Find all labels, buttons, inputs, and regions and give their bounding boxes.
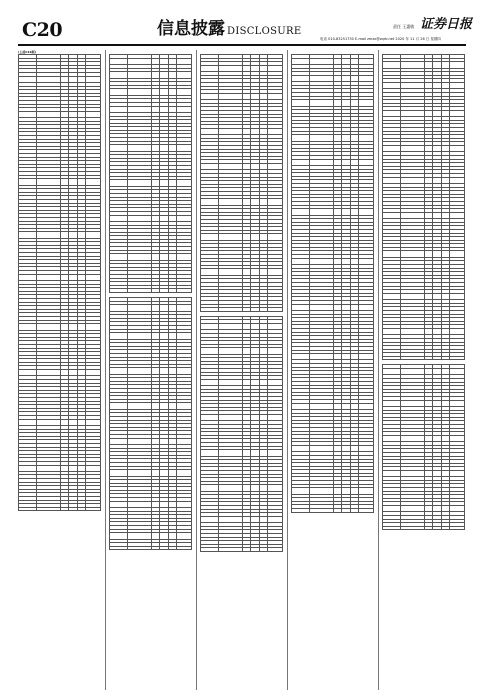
table-cell [433,526,442,530]
column-divider [105,50,106,690]
table-row [19,507,101,511]
table-column-1 [18,50,101,690]
table-cell [201,548,219,552]
table-row [292,509,374,513]
table-cell [333,509,342,513]
table-cell [86,507,101,511]
table-cell [110,289,128,293]
table-cell [201,308,219,312]
block-heading: (上接C19版) [18,50,37,54]
table-cell [450,526,465,530]
column-divider [196,50,197,690]
page-header [0,0,484,46]
disclosure-table [109,297,192,550]
header-rule [18,44,466,46]
table-cell [342,509,351,513]
table-cell [359,509,374,513]
table-cell [383,356,401,360]
contact-line: 电话 010-83251730 E-mail zmzx@zqrb.net 2020 年 11 月 26 日 星期四 [320,37,441,41]
disclosure-table [18,54,101,511]
table-cell [218,548,242,552]
table-cell [259,548,268,552]
table-cell [177,289,192,293]
table-cell [424,356,433,360]
table-row [201,308,283,312]
table-cell [450,356,465,360]
newspaper-masthead: 证券日报 [420,17,473,32]
table-cell [127,546,151,550]
table-cell [424,526,433,530]
table-cell [441,356,450,360]
table-cell [110,546,128,550]
table-cell [400,356,424,360]
disclosure-table [109,54,192,293]
disclosure-table [291,54,374,513]
table-cell [160,289,169,293]
table-cell [433,356,442,360]
table-column-5 [382,50,465,690]
page-number: C20 [22,19,63,41]
editor-credit: 责任 王惠敏 [393,24,415,29]
section-title [157,19,301,42]
table-cell [400,526,424,530]
table-cell [19,507,37,511]
disclosure-table [200,316,283,552]
table-column-3 [200,50,283,690]
table-cell [251,308,260,312]
table-cell [77,507,86,511]
table-cell [168,289,177,293]
table-cell [383,526,401,530]
table-column-2 [109,50,192,690]
table-cell [441,526,450,530]
table-cell [251,548,260,552]
table-cell [168,546,177,550]
table-cell [127,289,151,293]
column-divider [378,50,379,690]
table-column-4 [291,50,374,690]
table-cell [350,509,359,513]
disclosure-tables [18,50,466,690]
table-cell [151,289,160,293]
section-title-en: DISCLOSURE [227,26,302,37]
section-title-cn: 信息披露 [157,19,225,39]
table-cell [259,308,268,312]
table-row [383,356,465,360]
table-cell [60,507,69,511]
disclosure-table [382,54,465,360]
table-cell [309,509,333,513]
disclosure-table [382,364,465,530]
table-cell [160,546,169,550]
table-cell [292,509,310,513]
disclosure-table [200,54,283,312]
table-cell [36,507,60,511]
table-cell [151,546,160,550]
table-cell [69,507,78,511]
table-cell [268,308,283,312]
table-cell [242,548,251,552]
table-cell [218,308,242,312]
column-divider [287,50,288,690]
table-cell [268,548,283,552]
table-row [110,289,192,293]
table-row [201,548,283,552]
table-row [383,526,465,530]
table-cell [177,546,192,550]
table-row [110,546,192,550]
table-cell [242,308,251,312]
